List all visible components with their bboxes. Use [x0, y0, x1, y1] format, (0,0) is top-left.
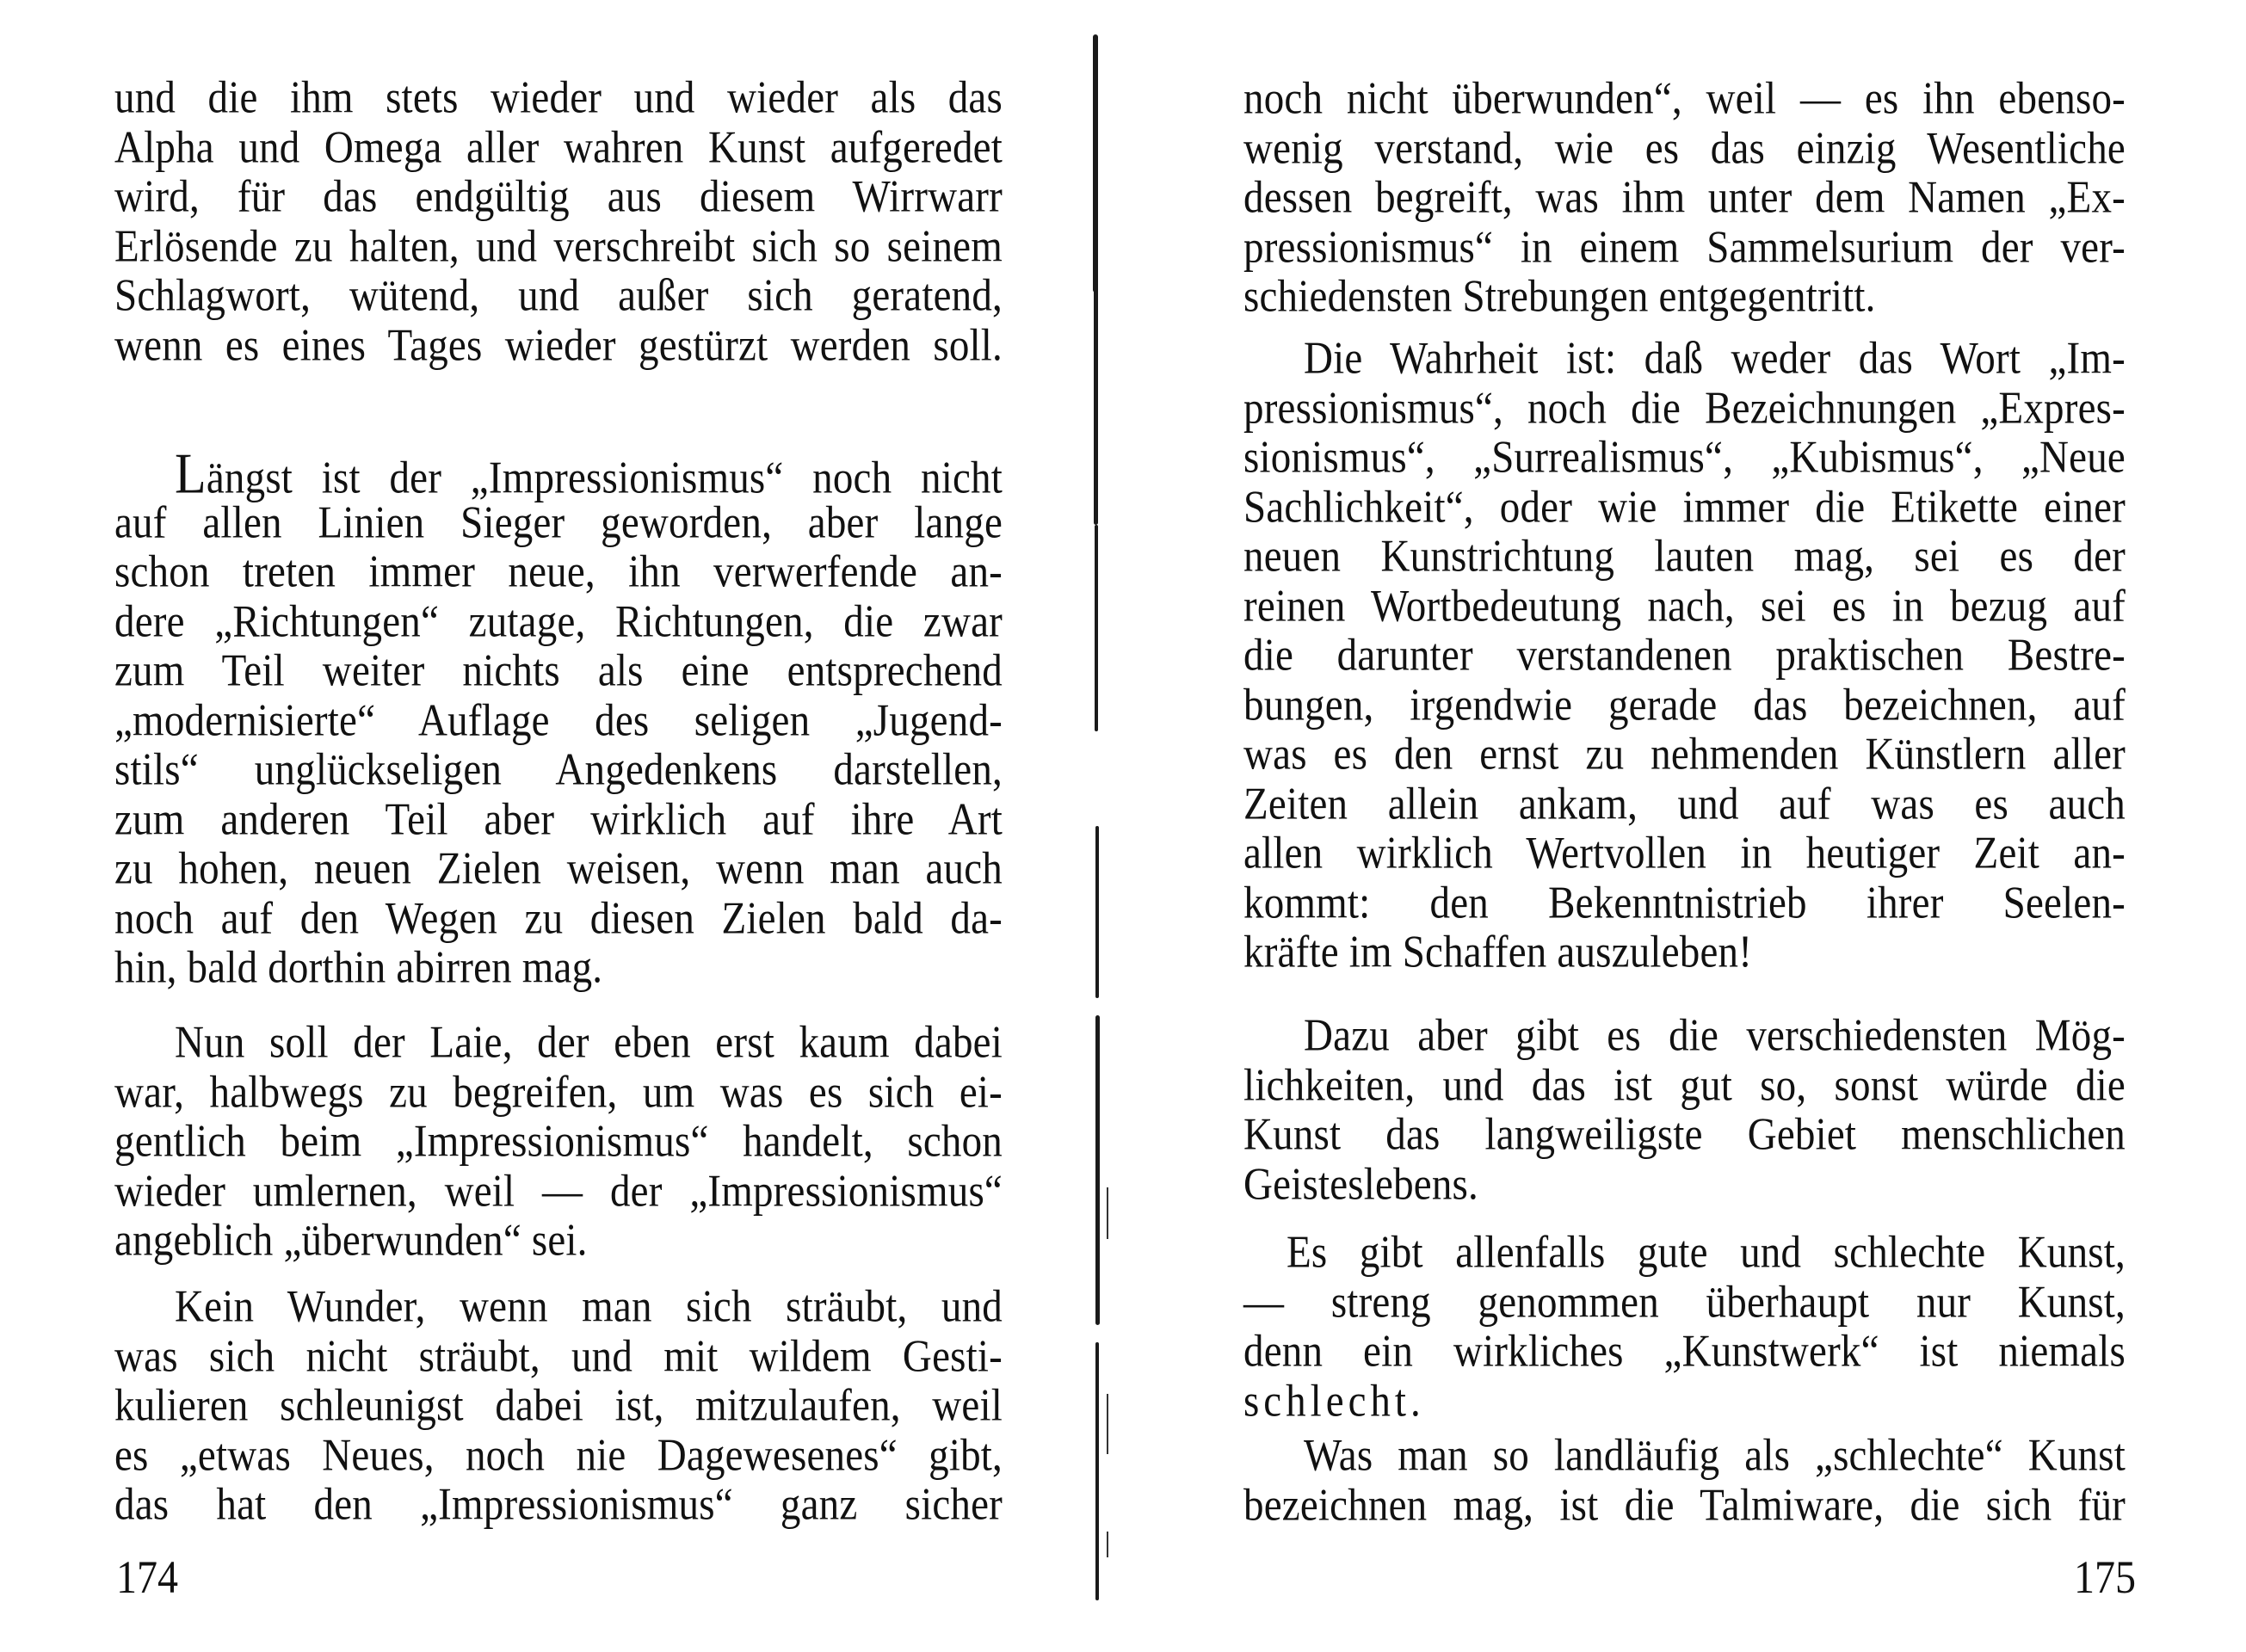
left-paragraph-2	[114, 441, 1003, 994]
text-line: denn ein wirkliches „Kunstwerk“ ist niemals	[1243, 1326, 2126, 1378]
text-line: das hat den „Impressionismus“ ganz sicher	[114, 1479, 1003, 1531]
page-number-right: 175	[2074, 1551, 2136, 1604]
text-line: pressionismus“ in einem Sammelsurium der ver-	[1243, 222, 2126, 273]
text-line: wieder umlernen, weil — der „Impressionismus“	[114, 1166, 1003, 1217]
text-line: es „etwas Neues, noch nie Dagewesenes“ gibt,	[114, 1430, 1003, 1481]
text-line: wenig verstand, wie es das einzig Wesentliche	[1243, 123, 2126, 174]
text-line: Dazu aber gibt es die verschiedensten Mög-	[1304, 1010, 2126, 1062]
text-line: hin, bald dorthin abirren mag.	[114, 942, 603, 994]
right-paragraph-1	[1243, 75, 2126, 323]
text-line: Alpha und Omega aller wahren Kunst aufgeredet	[114, 122, 1003, 173]
text-line: Kunst das langweiligste Gebiet menschlichen	[1243, 1109, 2126, 1161]
right-paragraph-5	[1243, 1432, 2126, 1531]
text-line: neuen Kunstrichtung lauten mag, sei es der	[1243, 531, 2126, 583]
text-line: zum Teil weiter nichts als eine entsprechend	[114, 645, 1003, 697]
text-line: bezeichnen mag, ist die Talmiware, die sich für	[1243, 1480, 2126, 1531]
text-line: war, halbwegs zu begreifen, um was es sich ei-	[114, 1067, 1003, 1118]
text-line: die darunter verstandenen praktischen Bestre-	[1243, 630, 2126, 681]
text-line-rest: ängst ist der „Impressionismus“ noch nicht	[206, 453, 1003, 503]
text-line: Sachlichkeit“, oder wie immer die Etikette einer	[1243, 482, 2126, 533]
text-line: Geisteslebens.	[1243, 1159, 1478, 1210]
text-line: schiedensten Strebungen entgegentritt.	[1243, 271, 1876, 323]
text-line: Es gibt allenfalls gute und schlechte Kunst,	[1287, 1227, 2126, 1279]
text-line: auf allen Linien Sieger geworden, aber lange	[114, 497, 1003, 548]
text-line: und die ihm stets wieder und wieder als das	[114, 72, 1003, 124]
text-line: noch nicht überwunden“, weil — es ihn ebenso-	[1243, 73, 2126, 125]
text-line: Schlagwort, wütend, und außer sich geratend,	[114, 270, 1003, 322]
page-number-left: 174	[116, 1551, 178, 1604]
text-line: — streng genommen überhaupt nur Kunst,	[1243, 1277, 2126, 1328]
text-line: „modernisierte“ Auflage des seligen „Jugend-	[114, 695, 1003, 746]
text-line: kulieren schleunigst dabei ist, mitzulaufen, weil	[114, 1380, 1003, 1432]
text-line: zu hohen, neuen Zielen weisen, wenn man auch	[114, 843, 1003, 895]
text-line: Zeiten allein ankam, und auf was es auch	[1243, 779, 2126, 829]
text-line: allen wirklich Wertvollen in heutiger Zeit an-	[1243, 828, 2126, 879]
text-line	[114, 441, 1003, 505]
text-line: bungen, irgendwie gerade das bezeichnen, auf	[1243, 680, 2126, 730]
text-line: kommt: den Bekenntnistrieb ihrer Seelen-	[1243, 878, 2126, 928]
text-line: wird, für das endgültig aus diesem Wirrwarr	[114, 171, 1003, 223]
right-paragraph-4	[1243, 1229, 2126, 1427]
text-line: kräfte im Schaffen auszuleben!	[1243, 927, 1753, 978]
text-line: Erlösende zu halten, und verschreibt sich so seinem	[114, 221, 1003, 272]
text-line: gentlich beim „Impressionismus“ handelt, schon	[114, 1116, 1003, 1168]
text-line: schlecht.	[1243, 1376, 1425, 1427]
text-line: zum anderen Teil aber wirklich auf ihre Art	[114, 794, 1003, 845]
gutter-binding-shadow	[1086, 0, 1105, 1652]
text-line: dere „Richtungen“ zutage, Richtungen, die zwar	[114, 596, 1003, 647]
left-paragraph-1	[114, 74, 1003, 371]
right-paragraph-3	[1243, 1012, 2126, 1210]
text-line: noch auf den Wegen zu diesen Zielen bald da-	[114, 893, 1003, 944]
text-line: stils“ unglückseligen Angedenkens darstellen,	[114, 744, 1003, 796]
text-line: reinen Wortbedeutung nach, sei es in bezug auf	[1243, 581, 2126, 632]
text-line: was es den ernst zu nehmenden Künstlern aller	[1243, 729, 2126, 780]
text-line: Die Wahrheit ist: daß weder das Wort „Im-	[1304, 333, 2126, 385]
text-line: Nun soll der Laie, der eben erst kaum dabei	[175, 1017, 1003, 1069]
text-line: Kein Wunder, wenn man sich sträubt, und	[175, 1281, 1003, 1333]
text-line: dessen begreift, was ihm unter dem Namen „Ex-	[1243, 172, 2126, 224]
right-paragraph-2	[1243, 335, 2126, 978]
text-line: was sich nicht sträubt, und mit wildem Gesti-	[114, 1331, 1003, 1382]
text-line: wenn es eines Tages wieder gestürzt werden soll.	[114, 320, 1003, 371]
left-paragraph-4	[114, 1283, 1003, 1531]
text-line: angeblich „überwunden“ sei.	[114, 1215, 588, 1267]
text-line: Was man so landläufig als „schlechte“ Kunst	[1304, 1430, 2126, 1482]
initial-letter: L	[175, 441, 207, 505]
text-line: lichkeiten, und das ist gut so, sonst würde die	[1243, 1060, 2126, 1111]
text-line: schon treten immer neue, ihn verwerfende an-	[114, 546, 1003, 598]
text-line: pressionismus“, noch die Bezeichnungen „Expres-	[1243, 383, 2126, 434]
left-paragraph-3	[114, 1019, 1003, 1267]
text-line: sionismus“, „Surrealismus“, „Kubismus“, „Neue	[1243, 432, 2126, 484]
